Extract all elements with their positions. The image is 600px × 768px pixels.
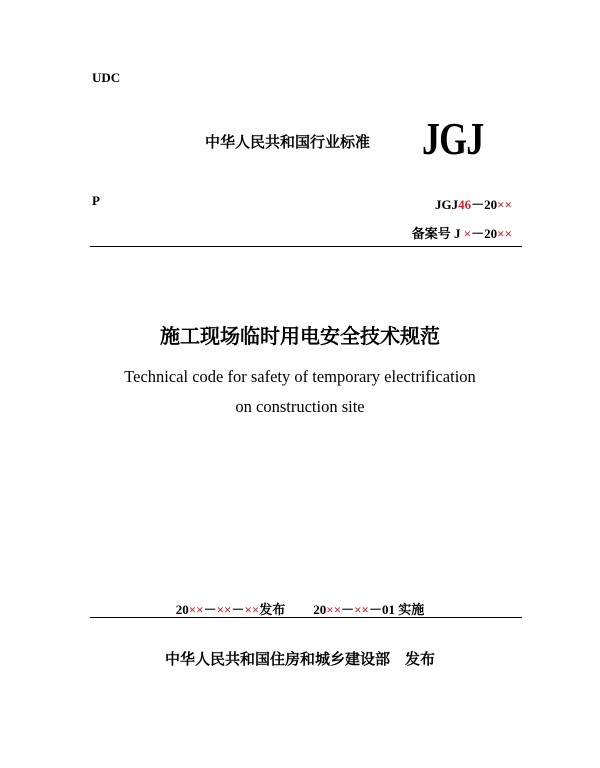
code-separator: －20	[471, 197, 498, 212]
record-mark: ×	[463, 226, 472, 241]
record-year-placeholder: ××	[497, 226, 512, 241]
code-year-placeholder: ××	[497, 197, 512, 212]
record-separator: －20	[471, 226, 498, 241]
issue-day-placeholder: ××	[244, 602, 260, 617]
issue-year-placeholder: ××	[188, 602, 204, 617]
issue-suffix: 发布	[259, 602, 286, 617]
title-english-line2: on construction site	[235, 397, 365, 416]
implement-month-placeholder: ××	[354, 602, 369, 617]
classification-mark: P	[92, 193, 100, 208]
publisher-line: 中华人民共和国住房和城乡建设部 发布	[164, 650, 435, 668]
code-prefix: JGJ	[435, 197, 459, 212]
issue-date	[176, 602, 286, 617]
standard-code	[435, 194, 512, 213]
footer-divider	[90, 617, 522, 618]
implement-date	[313, 602, 424, 617]
issue-year-prefix: 20	[175, 602, 189, 617]
implement-suffix: －01 实施	[368, 602, 425, 617]
jgj-logo: JGJ	[422, 113, 484, 164]
implement-dash: －	[341, 602, 355, 617]
standard-type-label: 中华人民共和国行业标准	[205, 133, 371, 151]
udc-label: UDC	[92, 70, 121, 85]
implement-year-prefix: 20	[313, 602, 327, 617]
header-divider	[90, 246, 522, 247]
code-number: 46	[458, 197, 472, 212]
title-chinese: 施工现场临时用电安全技术规范	[160, 324, 440, 348]
record-number	[412, 223, 512, 242]
title-english-line1: Technical code for safety of temporary electrification	[124, 367, 476, 386]
dates-row	[0, 599, 600, 618]
issue-dash-1: －	[203, 602, 217, 617]
record-label: 备案号 J	[411, 226, 464, 241]
issue-dash-2: －	[231, 602, 245, 617]
issue-month-placeholder: ××	[216, 602, 232, 617]
implement-year-placeholder: ××	[326, 602, 342, 617]
